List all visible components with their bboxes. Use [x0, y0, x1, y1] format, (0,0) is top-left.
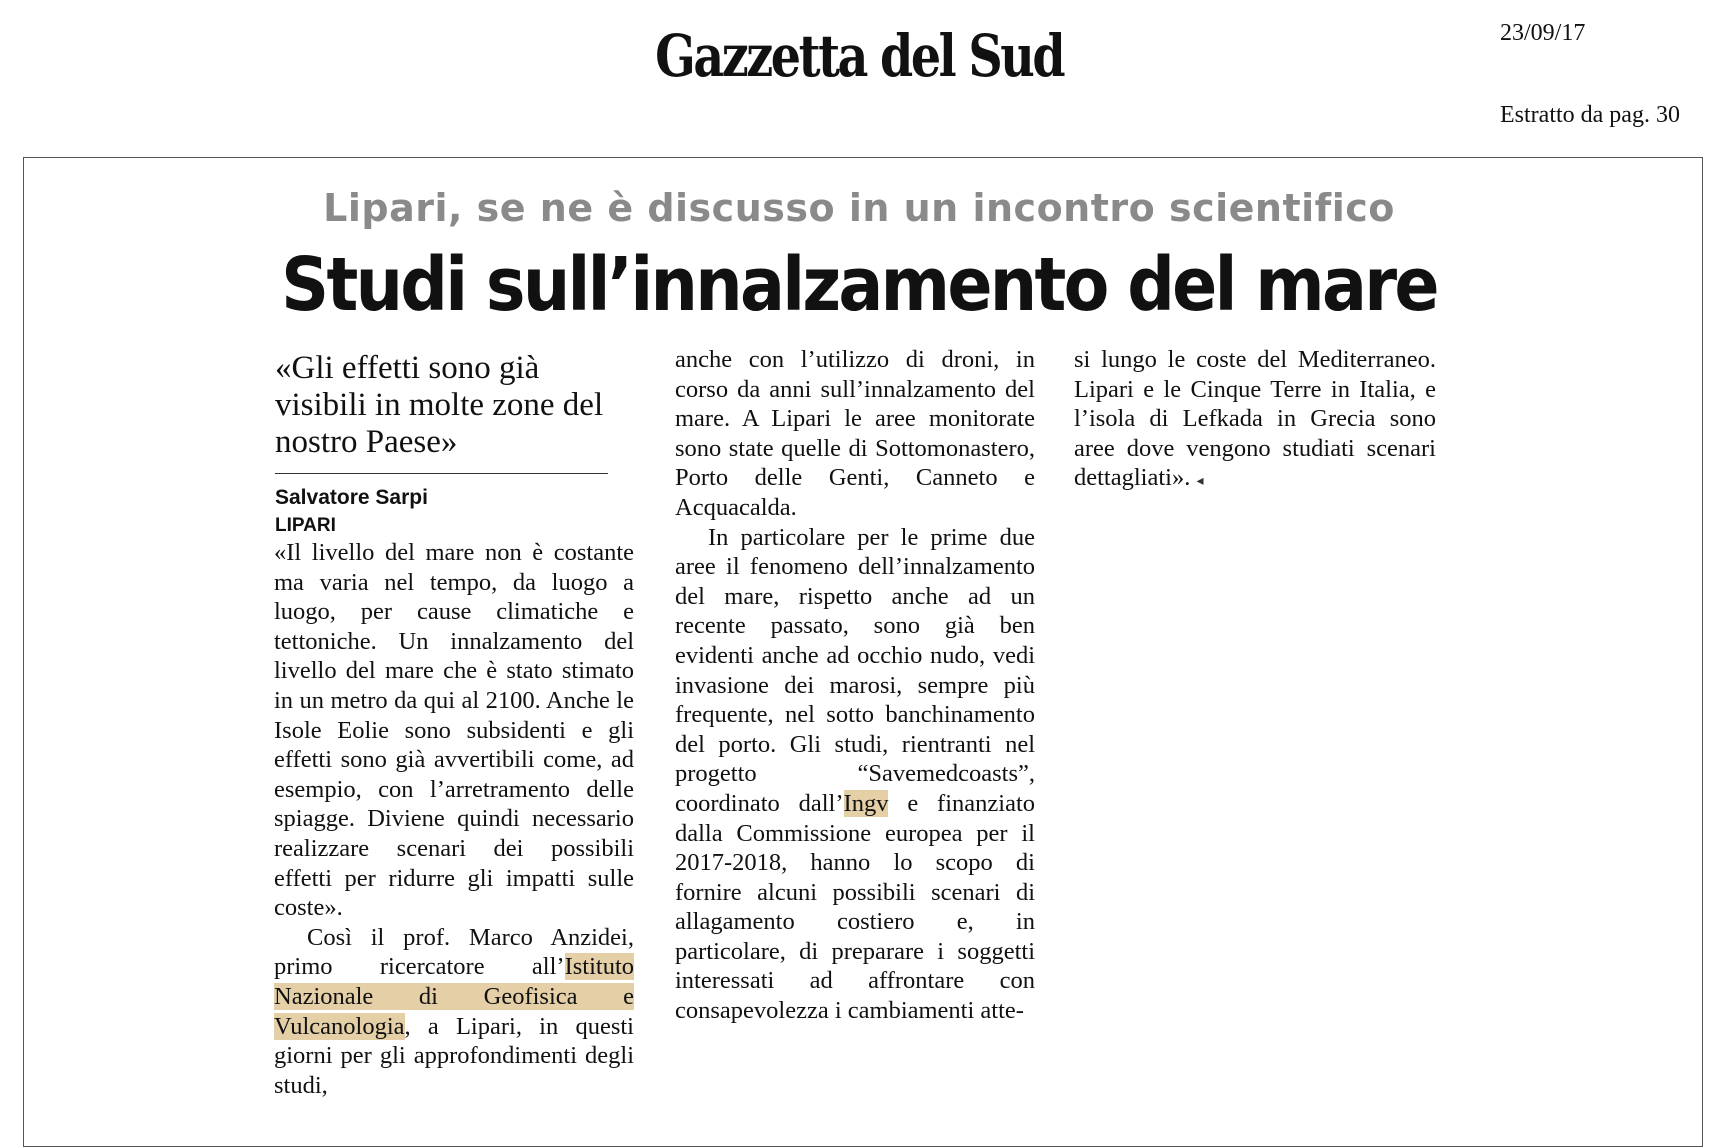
- highlighted-text: Istituto Nazionale di Geofisica e Vulcanologia: [274, 953, 634, 1040]
- article-headline: Studi sull’innalzamento del mare: [281, 242, 1437, 328]
- paragraph: [675, 523, 1035, 1026]
- text-span: , a Lipari, in questi giorni per gli approfondimenti degli studi,: [274, 1012, 634, 1099]
- highlighted-text: Ingv: [843, 789, 889, 817]
- divider: [275, 473, 608, 474]
- paragraph: anche con l’utilizzo di droni, in corso da anni sull’innalzamento del mare. A Lipari le aree monitorate sono state quelle di Sottomonastero, Porto delle Genti, Canneto e Acquacalda.: [675, 346, 1035, 521]
- text-span: si lungo le coste del Mediterraneo. Lipari e le Cinque Terre in Italia, e l’isola di Lefkada in Grecia sono aree dove vengono studiati scenari dettagliati».: [1074, 346, 1436, 492]
- byline: Salvatore Sarpi: [275, 486, 428, 509]
- end-of-article-icon: ◂: [1196, 474, 1204, 490]
- page-extract: Estratto da pag. 30: [1500, 102, 1680, 128]
- text-span: In particolare per le prime due aree il fenomeno dell’innalzamento del mare, rispetto anche ad un recente passato, sono già ben evidenti anche ad occhio nudo, vedi invasione dei marosi, sempre più frequente, nel sotto banchinamento del porto. Gli studi, rientranti nel progetto “Savemedcoasts”, coordinato dall’: [675, 523, 1035, 817]
- paragraph: [1074, 345, 1436, 497]
- paragraph: [274, 923, 634, 1101]
- article-kicker: Lipari, se ne è discusso in un incontro scientifico: [323, 186, 1395, 230]
- masthead: Gazzetta del Sud: [655, 22, 1064, 90]
- paragraph: «Il livello del mare non è costante ma varia nel tempo, da luogo a luogo, per cause climatiche e tettoniche. Un innalzamento del livello del mare che è stato stimato in un metro da qui al 2100. Anche le Isole Eolie sono subsidenti e gli effetti sono già avvertibili come, ad esempio, con l’arretramento delle spiagge. Diviene quindi necessario realizzare scenari dei possibili effetti per ridurre gli impatti sulle coste».: [274, 539, 634, 922]
- pull-quote: «Gli effetti sono già visibili in molte zone del nostro Paese»: [275, 350, 604, 460]
- text-span: Così il prof. Marco Anzidei, primo ricercatore all’: [274, 923, 634, 981]
- text-span: e finanziato dalla Commissione europea per il 2017-2018, hanno lo scopo di fornire alcuni possibili scenari di allagamento costiero e, in particolare, di preparare i soggetti interessati ad affrontare con consapevolezza i cambiamenti atte-: [675, 789, 1035, 1025]
- publication-date: 23/09/17: [1500, 20, 1586, 46]
- article-column-3: [1074, 345, 1436, 497]
- article-column-1: [274, 538, 634, 1100]
- article-column-2: [675, 345, 1035, 1026]
- dateline: LIPARI: [275, 515, 336, 536]
